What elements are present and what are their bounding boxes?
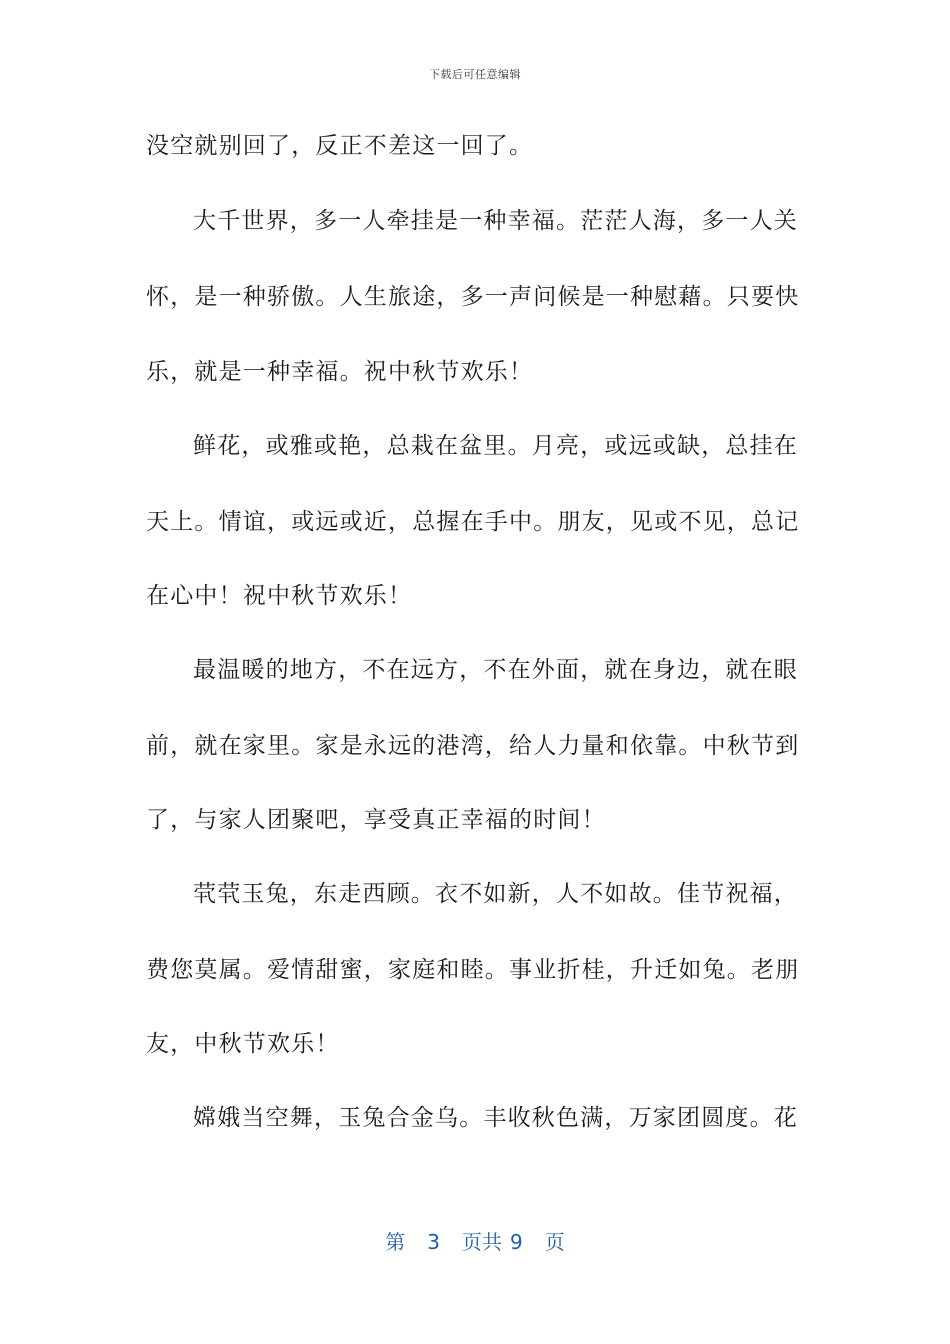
text-line: 在心中！祝中秋节欢乐！ [146,583,413,609]
text-line: 没空就别回了，反正不差这一回了。 [146,133,534,159]
paragraph-first-line: 鲜花，或雅或艳，总栽在盆里。月亮，或远或缺，总挂在 [193,433,798,459]
text-line: 了，与家人团聚吧，享受真正幸福的时间！ [146,807,606,833]
text-line: 费您莫属。爱情甜蜜，家庭和睦。事业折桂，升迁如兔。老朋 [146,957,800,983]
text-line: 怀，是一种骄傲。人生旅途，多一声问候是一种慰藉。只要快 [146,284,800,310]
text-line: 友，中秋节欢乐！ [146,1031,340,1057]
paragraph-first-line: 最温暖的地方，不在远方，不在外面，就在身边，就在眼 [193,657,798,683]
paragraph-first-line: 茕茕玉兔，东走西顾。衣不如新，人不如故。佳节祝福， [193,881,798,907]
current-page-number: 3 [427,1230,440,1254]
paragraph-first-line: 嫦娥当空舞，玉兔合金乌。丰收秋色满，万家团圆度。花 [193,1105,798,1131]
text-line: 乐，就是一种幸福。祝中秋节欢乐！ [146,359,534,385]
page-footer [0,1226,950,1255]
paragraph-first-line: 大千世界，多一人牵挂是一种幸福。茫茫人海，多一人关 [193,208,798,234]
page-header: 下载后可任意编辑 [429,68,521,81]
page-number-suffix: 页 [544,1230,565,1254]
text-line: 天上。情谊，或远或近，总握在手中。朋友，见或不见，总记 [146,509,800,535]
total-pages-number: 9 [510,1230,523,1254]
text-line: 前，就在家里。家是永远的港湾，给人力量和依靠。中秋节到 [146,733,800,759]
page-number-middle: 页共 [462,1230,502,1254]
page-number-prefix: 第 [385,1230,406,1254]
